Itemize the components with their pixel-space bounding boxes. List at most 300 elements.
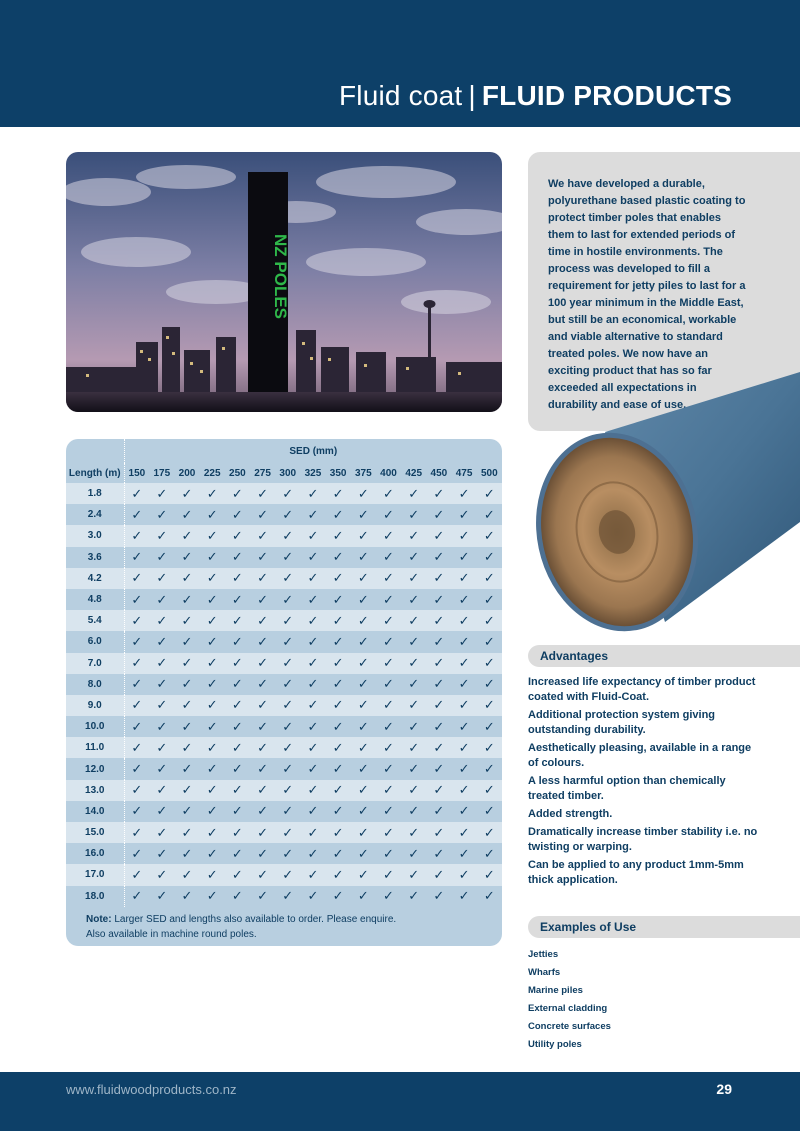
check-mark-cell: ✓ [250,504,275,525]
check-mark-cell: ✓ [200,758,225,779]
check-mark-cell: ✓ [477,525,502,546]
advantage-item: Aesthetically pleasing, available in a range of colours. [528,742,752,769]
check-mark-cell: ✓ [326,801,351,822]
table-row [66,483,502,504]
check-mark-cell: ✓ [401,822,426,843]
check-mark-cell: ✓ [174,801,199,822]
check-mark-cell: ✓ [225,631,250,652]
check-mark-cell: ✓ [225,674,250,695]
check-mark-cell: ✓ [250,864,275,885]
check-mark-cell: ✓ [300,737,325,758]
check-mark-cell: ✓ [401,589,426,610]
check-mark-cell: ✓ [275,631,300,652]
check-mark-cell: ✓ [300,525,325,546]
check-mark-cell: ✓ [477,547,502,568]
length-cell: 7.0 [66,653,124,674]
check-mark-cell: ✓ [300,589,325,610]
check-mark-cell: ✓ [124,504,149,525]
check-mark-cell: ✓ [326,780,351,801]
note-line-2: Also available in machine round poles. [86,928,257,940]
check-mark-cell: ✓ [300,780,325,801]
check-mark-cell: ✓ [200,737,225,758]
check-mark-cell: ✓ [426,568,451,589]
page-number: 29 [716,1081,732,1097]
check-mark-cell: ✓ [149,547,174,568]
check-mark-cell: ✓ [200,631,225,652]
check-mark-cell: ✓ [250,610,275,631]
check-mark-cell: ✓ [200,864,225,885]
check-mark-cell: ✓ [477,631,502,652]
check-mark-cell: ✓ [174,483,199,504]
check-mark-cell: ✓ [225,610,250,631]
check-mark-cell: ✓ [351,801,376,822]
check-mark-cell: ✓ [326,631,351,652]
check-mark-cell: ✓ [124,758,149,779]
check-mark-cell: ✓ [250,483,275,504]
check-mark-cell: ✓ [351,886,376,907]
table-row [66,801,502,822]
check-mark-cell: ✓ [225,758,250,779]
check-mark-cell: ✓ [477,822,502,843]
table-row [66,653,502,674]
check-mark-cell: ✓ [200,886,225,907]
check-mark-cell: ✓ [426,716,451,737]
check-mark-cell: ✓ [225,864,250,885]
check-mark-cell: ✓ [275,695,300,716]
check-mark-cell: ✓ [250,674,275,695]
check-mark-cell: ✓ [124,801,149,822]
check-mark-cell: ✓ [300,695,325,716]
check-mark-cell: ✓ [200,568,225,589]
check-mark-cell: ✓ [300,504,325,525]
check-mark-cell: ✓ [426,589,451,610]
length-cell: 3.0 [66,525,124,546]
table-row [66,674,502,695]
check-mark-cell: ✓ [200,504,225,525]
check-mark-cell: ✓ [426,864,451,885]
check-mark-cell: ✓ [250,695,275,716]
check-mark-cell: ✓ [351,568,376,589]
uses-list [528,946,728,1054]
length-cell: 18.0 [66,886,124,907]
check-mark-cell: ✓ [451,801,476,822]
check-mark-cell: ✓ [477,737,502,758]
check-mark-cell: ✓ [426,737,451,758]
check-mark-cell: ✓ [250,843,275,864]
check-mark-cell: ✓ [149,525,174,546]
check-mark-cell: ✓ [174,525,199,546]
check-mark-cell: ✓ [200,843,225,864]
check-mark-cell: ✓ [351,610,376,631]
check-mark-cell: ✓ [300,716,325,737]
check-mark-cell: ✓ [174,758,199,779]
check-mark-cell: ✓ [124,653,149,674]
check-mark-cell: ✓ [300,674,325,695]
intro-text: We have developed a durable, polyurethane based plastic coating to protect timber poles that enables them to last for extended periods of time in hostile environments. The process was developed to fill a requirement for jetty piles to last for a 100 year minimum in the Middle East, but still be an economical, workable and viable alternative to standard treated poles. We now have an exciting product that has so far exceeded all expectations in durability and ease of use. [548,178,746,411]
check-mark-cell: ✓ [200,716,225,737]
note-label: Note: [86,913,112,925]
check-mark-cell: ✓ [477,695,502,716]
check-mark-cell: ✓ [200,822,225,843]
check-mark-cell: ✓ [426,822,451,843]
size-availability-table [66,439,502,946]
check-mark-cell: ✓ [376,653,401,674]
check-mark-cell: ✓ [124,695,149,716]
check-mark-cell: ✓ [401,547,426,568]
check-mark-cell: ✓ [351,780,376,801]
check-mark-cell: ✓ [477,674,502,695]
check-mark-cell: ✓ [174,589,199,610]
check-mark-cell: ✓ [149,716,174,737]
check-mark-cell: ✓ [200,483,225,504]
check-mark-cell: ✓ [426,631,451,652]
use-item: Wharfs [528,967,561,978]
check-mark-cell: ✓ [351,589,376,610]
check-mark-cell: ✓ [401,483,426,504]
check-mark-cell: ✓ [351,864,376,885]
check-mark-cell: ✓ [401,504,426,525]
check-mark-cell: ✓ [326,864,351,885]
check-mark-cell: ✓ [300,801,325,822]
note-line-1: Larger SED and lengths also available to order. Please enquire. [114,913,397,925]
check-mark-cell: ✓ [149,758,174,779]
check-mark-cell: ✓ [376,483,401,504]
check-mark-cell: ✓ [351,843,376,864]
check-mark-cell: ✓ [149,674,174,695]
check-mark-cell: ✓ [250,547,275,568]
coated-log-image [535,372,800,642]
check-mark-cell: ✓ [401,864,426,885]
check-mark-cell: ✓ [451,589,476,610]
check-mark-cell: ✓ [149,886,174,907]
sed-column-header: 250 [229,467,246,479]
check-mark-cell: ✓ [124,716,149,737]
check-mark-cell: ✓ [477,801,502,822]
table-corner [66,439,124,463]
check-mark-cell: ✓ [300,886,325,907]
table-row [66,525,502,546]
table-row [66,610,502,631]
check-mark-cell: ✓ [326,758,351,779]
table-row [66,716,502,737]
check-mark-cell: ✓ [275,758,300,779]
check-mark-cell: ✓ [401,843,426,864]
check-mark-cell: ✓ [451,843,476,864]
check-mark-cell: ✓ [326,504,351,525]
advantage-item: Dramatically increase timber stability i.e. no twisting or warping. [528,826,758,853]
check-mark-cell: ✓ [376,674,401,695]
check-mark-cell: ✓ [401,631,426,652]
table-row [66,547,502,568]
check-mark-cell: ✓ [426,525,451,546]
check-mark-cell: ✓ [451,525,476,546]
check-mark-cell: ✓ [250,758,275,779]
check-mark-cell: ✓ [250,801,275,822]
sed-group-header: SED (mm) [289,445,338,457]
check-mark-cell: ✓ [174,737,199,758]
check-mark-cell: ✓ [124,483,149,504]
check-mark-cell: ✓ [326,610,351,631]
check-mark-cell: ✓ [401,610,426,631]
check-mark-cell: ✓ [351,737,376,758]
check-mark-cell: ✓ [376,780,401,801]
check-mark-cell: ✓ [250,822,275,843]
length-cell: 3.6 [66,547,124,568]
check-mark-cell: ✓ [477,568,502,589]
check-mark-cell: ✓ [451,631,476,652]
check-mark-cell: ✓ [225,504,250,525]
check-mark-cell: ✓ [200,674,225,695]
check-mark-cell: ✓ [225,716,250,737]
check-mark-cell: ✓ [376,716,401,737]
check-mark-cell: ✓ [300,843,325,864]
check-mark-cell: ✓ [225,483,250,504]
check-mark-cell: ✓ [376,843,401,864]
sed-column-header: 375 [354,467,372,479]
check-mark-cell: ✓ [451,886,476,907]
table-row [66,504,502,525]
check-mark-cell: ✓ [225,843,250,864]
check-mark-cell: ✓ [149,801,174,822]
advantage-item: A less harmful option than chemically treated timber. [528,775,726,802]
check-mark-cell: ✓ [376,822,401,843]
check-mark-cell: ✓ [124,886,149,907]
check-mark-cell: ✓ [477,843,502,864]
check-mark-cell: ✓ [451,504,476,525]
length-cell: 5.4 [66,610,124,631]
check-mark-cell: ✓ [225,822,250,843]
table-row [66,780,502,801]
check-mark-cell: ✓ [426,674,451,695]
check-mark-cell: ✓ [477,504,502,525]
city-pole-photo [66,152,502,412]
check-mark-cell: ✓ [401,716,426,737]
check-mark-cell: ✓ [149,568,174,589]
check-mark-cell: ✓ [326,589,351,610]
check-mark-cell: ✓ [124,674,149,695]
check-mark-cell: ✓ [401,674,426,695]
check-mark-cell: ✓ [149,631,174,652]
check-mark-cell: ✓ [401,886,426,907]
check-mark-cell: ✓ [275,843,300,864]
check-mark-cell: ✓ [225,886,250,907]
check-mark-cell: ✓ [300,631,325,652]
check-mark-cell: ✓ [426,547,451,568]
check-mark-cell: ✓ [124,843,149,864]
sed-column-header: 350 [329,467,347,479]
check-mark-cell: ✓ [451,737,476,758]
check-mark-cell: ✓ [250,525,275,546]
length-header: Length (m) [66,463,124,483]
length-cell: 16.0 [66,843,124,864]
check-mark-cell: ✓ [326,822,351,843]
use-item: Concrete surfaces [528,1021,611,1032]
check-mark-cell: ✓ [451,780,476,801]
check-mark-cell: ✓ [275,547,300,568]
check-mark-cell: ✓ [275,610,300,631]
check-mark-cell: ✓ [200,653,225,674]
check-mark-cell: ✓ [451,568,476,589]
check-mark-cell: ✓ [300,483,325,504]
length-cell: 9.0 [66,695,124,716]
page-header [0,0,800,127]
check-mark-cell: ✓ [351,758,376,779]
check-mark-cell: ✓ [174,568,199,589]
check-mark-cell: ✓ [200,801,225,822]
check-mark-cell: ✓ [351,504,376,525]
check-mark-cell: ✓ [326,886,351,907]
check-mark-cell: ✓ [300,822,325,843]
check-mark-cell: ✓ [200,589,225,610]
check-mark-cell: ✓ [225,801,250,822]
check-mark-cell: ✓ [351,695,376,716]
advantage-item: Additional protection system giving outstanding durability. [528,709,716,736]
check-mark-cell: ✓ [275,780,300,801]
sed-column-header: 150 [128,467,146,479]
check-mark-cell: ✓ [275,525,300,546]
check-mark-cell: ✓ [124,525,149,546]
check-mark-cell: ✓ [300,758,325,779]
length-cell: 14.0 [66,801,124,822]
sed-column-header: 225 [203,467,221,479]
check-mark-cell: ✓ [174,674,199,695]
title-bold: FLUID PRODUCTS [481,80,732,111]
check-mark-cell: ✓ [250,737,275,758]
length-cell: 8.0 [66,674,124,695]
check-mark-cell: ✓ [401,568,426,589]
check-mark-cell: ✓ [477,758,502,779]
check-mark-cell: ✓ [124,864,149,885]
check-mark-cell: ✓ [426,843,451,864]
check-mark-cell: ✓ [326,695,351,716]
check-mark-cell: ✓ [376,525,401,546]
check-mark-cell: ✓ [401,695,426,716]
check-mark-cell: ✓ [124,822,149,843]
check-mark-cell: ✓ [300,610,325,631]
check-mark-cell: ✓ [200,525,225,546]
check-mark-cell: ✓ [149,483,174,504]
check-mark-cell: ✓ [174,716,199,737]
check-mark-cell: ✓ [174,886,199,907]
check-mark-cell: ✓ [200,780,225,801]
check-mark-cell: ✓ [376,631,401,652]
check-mark-cell: ✓ [351,822,376,843]
check-mark-cell: ✓ [300,653,325,674]
check-mark-cell: ✓ [426,758,451,779]
check-mark-cell: ✓ [174,822,199,843]
check-mark-cell: ✓ [149,737,174,758]
check-mark-cell: ✓ [376,547,401,568]
length-cell: 1.8 [66,483,124,504]
check-mark-cell: ✓ [451,716,476,737]
check-mark-cell: ✓ [376,886,401,907]
check-mark-cell: ✓ [149,864,174,885]
check-mark-cell: ✓ [326,653,351,674]
advantage-item: Can be applied to any product 1mm-5mm thick application. [528,859,744,886]
check-mark-cell: ✓ [477,716,502,737]
check-mark-cell: ✓ [401,758,426,779]
check-mark-cell: ✓ [275,737,300,758]
table-row [66,886,502,907]
check-mark-cell: ✓ [326,483,351,504]
check-mark-cell: ✓ [275,674,300,695]
sed-column-header: 425 [405,467,423,479]
check-mark-cell: ✓ [174,547,199,568]
check-mark-cell: ✓ [326,525,351,546]
table-note [66,907,502,942]
check-mark-cell: ✓ [426,653,451,674]
sed-column-header: 400 [380,467,397,479]
check-mark-cell: ✓ [250,589,275,610]
sed-column-header: 475 [455,467,473,479]
check-mark-cell: ✓ [124,568,149,589]
check-mark-cell: ✓ [326,674,351,695]
check-mark-cell: ✓ [250,653,275,674]
check-mark-cell: ✓ [351,716,376,737]
check-mark-cell: ✓ [124,631,149,652]
check-mark-cell: ✓ [275,716,300,737]
check-mark-cell: ✓ [376,737,401,758]
length-cell: 6.0 [66,631,124,652]
check-mark-cell: ✓ [275,483,300,504]
check-mark-cell: ✓ [275,886,300,907]
check-mark-cell: ✓ [477,589,502,610]
check-mark-cell: ✓ [250,886,275,907]
check-mark-cell: ✓ [275,568,300,589]
length-cell: 12.0 [66,758,124,779]
uses-title: Examples of Use [528,916,800,938]
use-item: Jetties [528,949,559,960]
check-mark-cell: ✓ [326,716,351,737]
check-mark-cell: ✓ [275,801,300,822]
table-row [66,843,502,864]
check-mark-cell: ✓ [149,504,174,525]
check-mark-cell: ✓ [326,737,351,758]
check-mark-cell: ✓ [426,504,451,525]
table-row [66,758,502,779]
check-mark-cell: ✓ [401,801,426,822]
sed-column-header: 450 [430,467,448,479]
length-cell: 13.0 [66,780,124,801]
check-mark-cell: ✓ [225,525,250,546]
table-row [66,695,502,716]
check-mark-cell: ✓ [200,610,225,631]
check-mark-cell: ✓ [451,674,476,695]
check-mark-cell: ✓ [351,483,376,504]
advantage-item: Increased life expectancy of timber product coated with Fluid-Coat. [528,676,756,703]
check-mark-cell: ✓ [174,780,199,801]
check-mark-cell: ✓ [250,780,275,801]
check-mark-cell: ✓ [451,822,476,843]
check-mark-cell: ✓ [426,780,451,801]
title-separator: | [468,80,476,111]
check-mark-cell: ✓ [451,758,476,779]
check-mark-cell: ✓ [225,695,250,716]
check-mark-cell: ✓ [376,864,401,885]
check-mark-cell: ✓ [300,864,325,885]
check-mark-cell: ✓ [149,780,174,801]
check-mark-cell: ✓ [376,801,401,822]
check-mark-cell: ✓ [250,631,275,652]
check-mark-cell: ✓ [300,547,325,568]
check-mark-cell: ✓ [326,547,351,568]
check-mark-cell: ✓ [426,695,451,716]
check-mark-cell: ✓ [225,780,250,801]
use-item: Utility poles [528,1039,582,1050]
check-mark-cell: ✓ [451,547,476,568]
check-mark-cell: ✓ [174,631,199,652]
check-mark-cell: ✓ [174,695,199,716]
